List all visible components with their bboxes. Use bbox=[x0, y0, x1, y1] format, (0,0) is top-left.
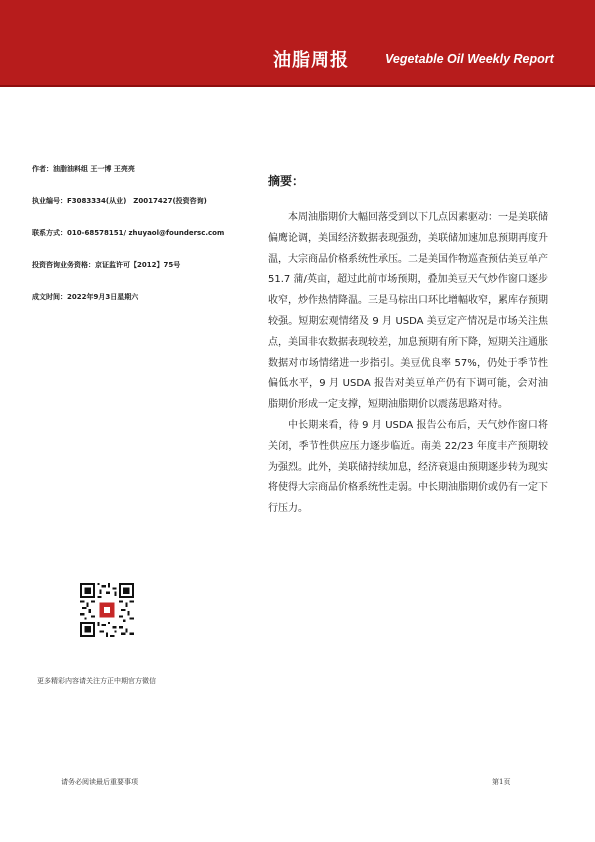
qualification-line: 投资咨询业务资格：京证监许可【2012】75号 bbox=[32, 261, 181, 269]
report-title-en: Vegetable Oil Weekly Report bbox=[385, 52, 554, 66]
header-band bbox=[0, 0, 595, 87]
author-line: 作者：油脂油料组 王一博 王亮亮 bbox=[32, 165, 135, 173]
date-line: 成文时间：2022年9月3日星期六 bbox=[32, 293, 139, 301]
page-number: 第1页 bbox=[492, 778, 511, 786]
qr-caption: 更多精彩内容请关注方正中期官方微信 bbox=[37, 677, 156, 685]
qr-code-icon bbox=[80, 583, 134, 637]
contact-line: 联系方式：010-68578151/ zhuyaol@foundersc.com bbox=[32, 229, 225, 237]
license-line: 执业编号：F3083334(从业) Z0017427(投资咨询) bbox=[32, 197, 207, 205]
summary-paragraph-2: 中长期来看，待 9 月 USDA 报告公布后，天气炒作窗口将关闭，季节性供应压力逐步临近。南美 22/23 年度丰产预期较为强烈。此外，美联储持续加息，经济衰退由预期逐步转为现实将使得大宗商品价格系统性走弱。中长期油脂期价或仍有一定下行压力。 bbox=[268, 419, 548, 515]
summary-body bbox=[268, 208, 548, 520]
summary-title: 摘要： bbox=[268, 174, 305, 188]
footer-notice: 请务必阅读最后重要事项 bbox=[61, 778, 138, 786]
summary-paragraph-1: 本周油脂期价大幅回落受到以下几点因素驱动：一是美联储偏鹰论调，美国经济数据表现强劲，美联储加速加息预期再度升温，大宗商品价格系统性承压。二是美国作物巡查预估美豆单产 51.7 蒲/英亩，超过此前市场预期，叠加美豆天气炒作窗口逐步收窄，炒作热情降温。三是马棕出口环比增幅收窄，累库存预期较强。短期宏观情绪及 9 月 USDA 美豆定产情况是市场关注焦点，美国非农数据表现较差，加息预期有所下降，短期关注通胀数据对市场情绪进一步指引。美豆优良率 57%，仍处于季节性偏低水平，9 月 USDA 报告对美豆单产仍有下调可能，会对油脂期价形成一定支撑，短期油脂期价以震荡思路对待。 bbox=[268, 212, 548, 411]
report-title-cn: 油脂周报 bbox=[273, 50, 349, 71]
